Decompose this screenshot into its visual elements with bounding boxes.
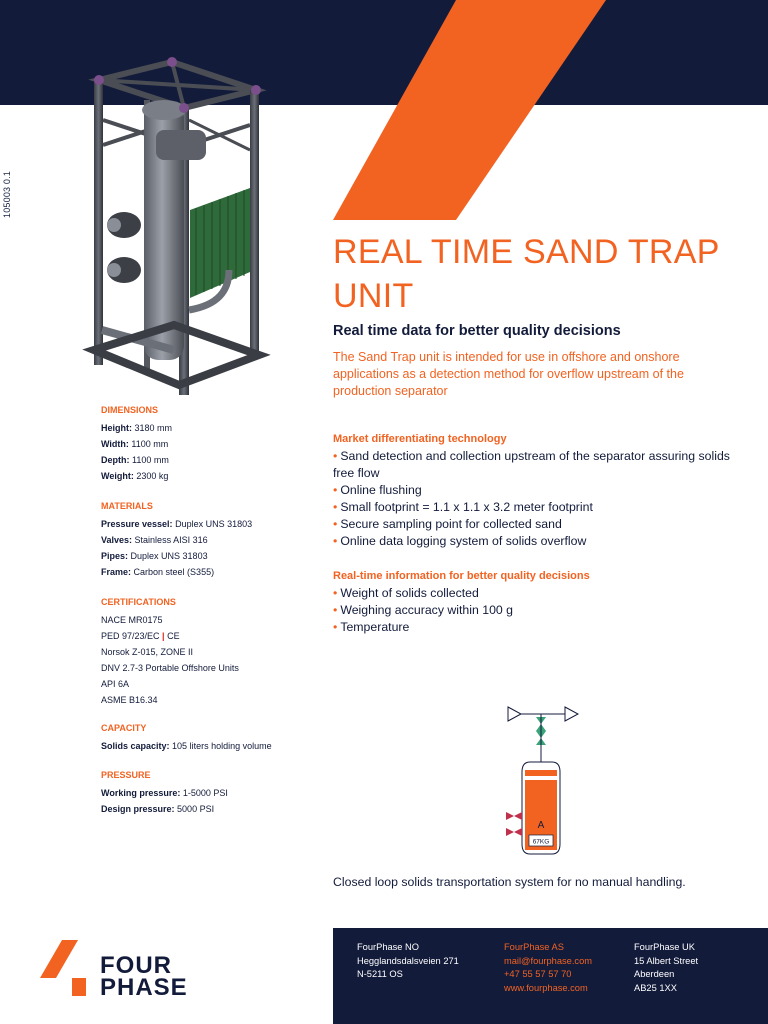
email-link[interactable]: mail@fourphase.com — [504, 955, 592, 966]
website-link[interactable]: www.fourphase.com — [504, 982, 588, 993]
spec-row: Pipes: Duplex UNS 31803 — [101, 551, 208, 561]
spec-row: Solids capacity: 105 liters holding volume — [101, 741, 272, 751]
spec-row: Norsok Z-015, ZONE II — [101, 647, 194, 657]
materials-section — [101, 501, 331, 580]
spec-row: DNV 2.7-3 Portable Offshore Units — [101, 663, 239, 673]
spec-row: PED 97/23/EC | CE — [101, 631, 180, 641]
page-title: REAL TIME SAND TRAP UNIT — [333, 233, 720, 315]
list-item: • Secure sampling point for collected sand — [333, 517, 562, 531]
fourphase-logo: FOUR PHASE — [40, 940, 190, 1000]
list-item: • Online flushing — [333, 483, 422, 497]
market-list — [333, 448, 743, 550]
pressure-section — [101, 770, 331, 817]
list-item: • Temperature — [333, 620, 410, 634]
bullet-icon: • — [333, 534, 338, 548]
spec-row: NACE MR0175 — [101, 615, 163, 625]
list-item: • Small footprint = 1.1 x 1.1 x 3.2 meter footprint — [333, 500, 593, 514]
bullet-icon: • — [333, 500, 338, 514]
list-item: • Weighing accuracy within 100 g — [333, 603, 514, 617]
certifications-section — [101, 597, 331, 708]
subtitle: Real time data for better quality decisions — [333, 323, 621, 339]
spec-row: Design pressure: 5000 PSI — [101, 804, 215, 814]
spec-row: ASME B16.34 — [101, 695, 158, 705]
realtime-list — [333, 585, 743, 636]
weight-label: 67KG — [532, 838, 550, 846]
dimensions-heading: DIMENSIONS — [101, 405, 159, 415]
outlet-arrow-icon — [565, 707, 578, 721]
document-code: 105003 0.1 — [2, 170, 12, 218]
spec-row: Valves: Stainless AISI 316 — [101, 535, 208, 545]
office-as: FourPhase AS mail@fourphase.com +47 55 57 57 70 www.fourphase.com — [504, 941, 592, 995]
separator-bar: | — [162, 631, 165, 641]
office-uk: FourPhase UK 15 Albert Street Aberdeen AB25 1XX — [634, 942, 699, 993]
spec-row: Height: 3180 mm — [101, 423, 173, 433]
dimensions-section — [101, 405, 331, 484]
bullet-icon: • — [333, 586, 338, 600]
inlet-arrow-icon — [508, 707, 521, 721]
diagram-caption: Closed loop solids transportation system for no manual handling. — [333, 875, 686, 889]
bullet-icon: • — [333, 603, 338, 617]
process-diagram — [500, 700, 590, 860]
footer-contact-panel — [333, 928, 768, 1024]
bullet-icon: • — [333, 620, 338, 634]
spec-row: Weight: 2300 kg — [101, 471, 169, 481]
realtime-heading: Real-time information for better quality decisions — [333, 570, 590, 582]
tank-label: A — [537, 820, 545, 831]
spec-row: Working pressure: 1-5000 PSI — [101, 788, 228, 798]
office-no: FourPhase NO Hegglandsdalsveien 271 N-5211 OS — [357, 942, 459, 979]
list-item: • Sand detection and collection upstream of the separator assuring solids free flow — [333, 449, 730, 480]
capacity-section — [101, 723, 331, 754]
bullet-icon: • — [333, 517, 338, 531]
capacity-heading: CAPACITY — [101, 723, 147, 733]
spec-row: Depth: 1100 mm — [101, 455, 169, 465]
materials-heading: MATERIALS — [101, 501, 153, 511]
intro-text: The Sand Trap unit is intended for use in offshore and onshore applications as a detection method for overflow upstream of the production separator — [333, 350, 684, 398]
bullet-icon: • — [333, 449, 338, 463]
spec-row: Width: 1100 mm — [101, 439, 169, 449]
list-item: • Online data logging system of solids overflow — [333, 534, 587, 548]
nozzle-icon — [506, 812, 522, 836]
phone-number: +47 55 57 57 70 — [504, 969, 572, 979]
certifications-heading: CERTIFICATIONS — [101, 597, 176, 607]
list-item: • Weight of solids collected — [333, 586, 479, 600]
bullet-icon: • — [333, 483, 338, 497]
spec-row: Pressure vessel: Duplex UNS 31803 — [101, 519, 253, 529]
pressure-heading: PRESSURE — [101, 770, 151, 780]
market-heading: Market differentiating technology — [333, 433, 507, 445]
spec-row: API 6A — [101, 679, 130, 689]
spec-row: Frame: Carbon steel (S355) — [101, 567, 215, 577]
logo-mark-icon — [40, 940, 90, 998]
sand-trap-unit-image — [24, 50, 289, 395]
